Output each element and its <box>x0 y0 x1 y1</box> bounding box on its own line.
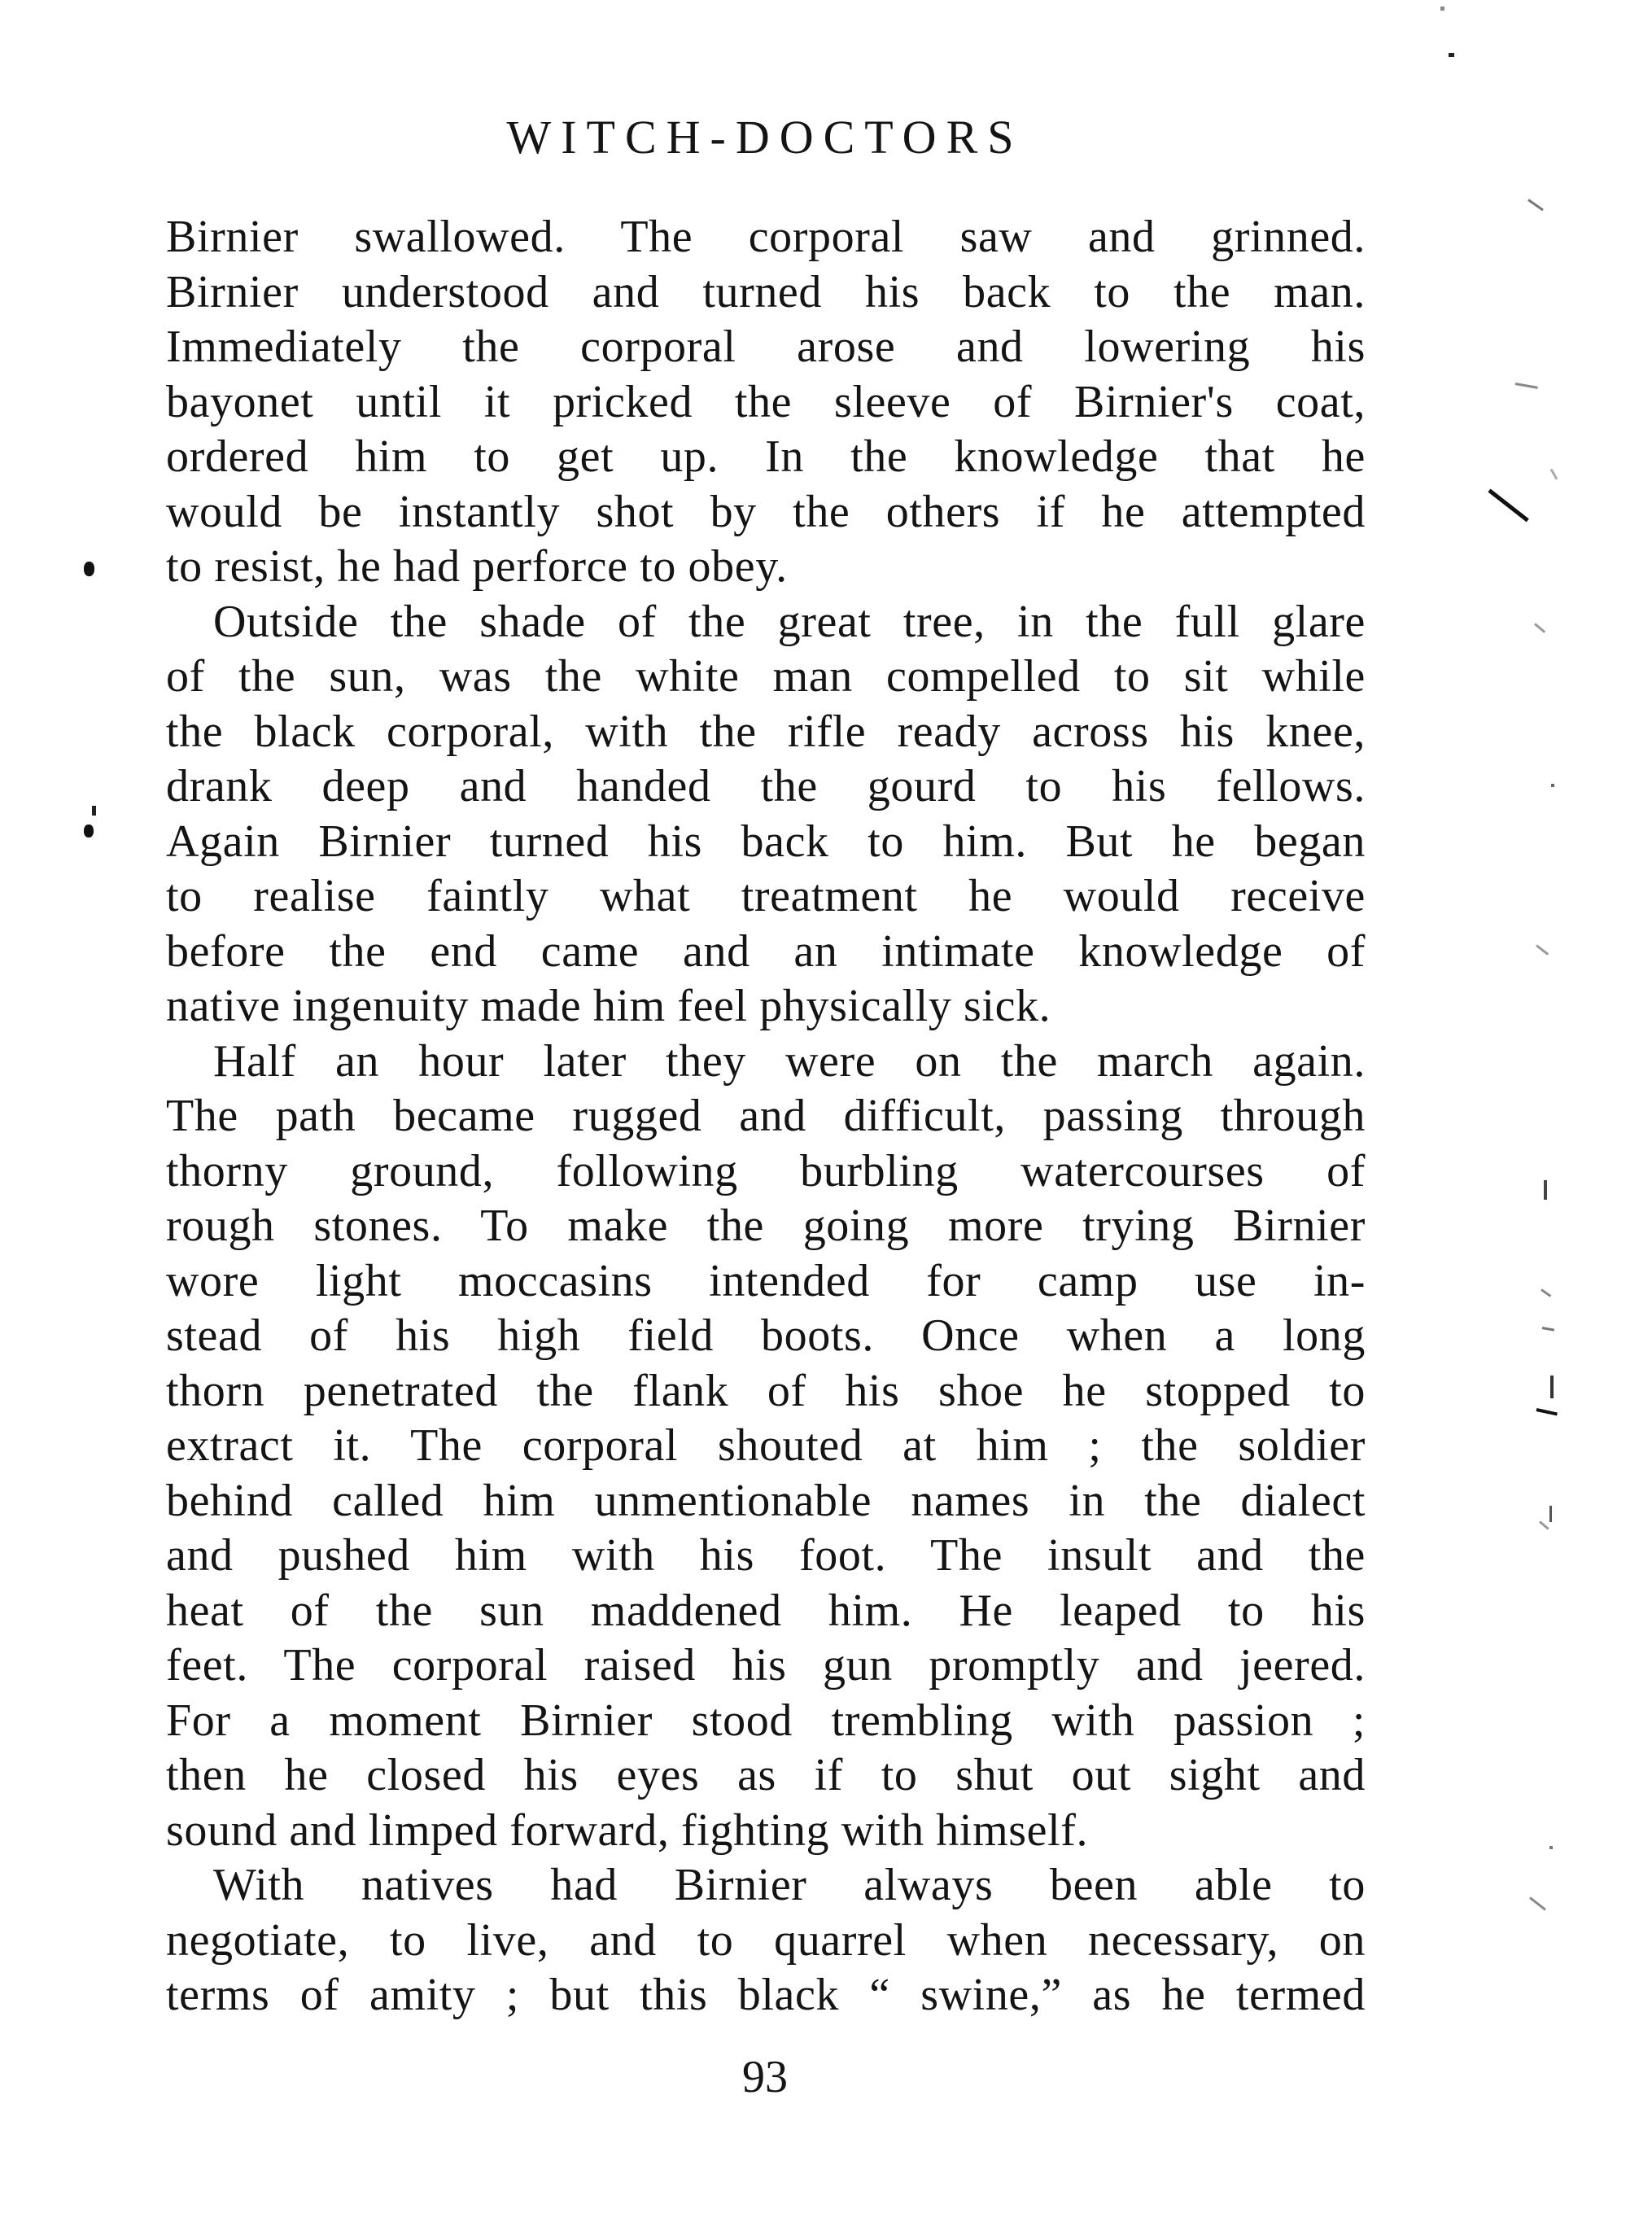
text-line: Again Birnier turned his back to him. But he began <box>166 816 1366 867</box>
running-head: WITCH-DOCTORS <box>506 111 1024 164</box>
body-text <box>166 210 1366 2023</box>
edge-speck-mark <box>1515 383 1538 389</box>
text-line: Birnier swallowed. The corporal saw and grinned. <box>166 212 1366 262</box>
text-line: behind called him unmentionable names in the dialect <box>166 1475 1366 1526</box>
text-line: heat of the sun maddened him. He leaped to his <box>166 1585 1366 1636</box>
edge-speck-mark <box>1539 1520 1549 1529</box>
text-line: the black corporal, with the rifle ready across his knee, <box>166 706 1366 757</box>
text-line: The path became rugged and difficult, passing through <box>166 1091 1366 1141</box>
text-line: Birnier understood and turned his back to the man. <box>166 266 1366 317</box>
edge-speck-mark <box>1550 1376 1554 1398</box>
text-line: of the sun, was the white man compelled to sit while <box>166 651 1366 702</box>
edge-speck-mark <box>1551 784 1554 787</box>
text-line: ordered him to get up. In the knowledge that he <box>166 431 1366 482</box>
edge-speck-mark <box>1534 623 1545 633</box>
margin-bullet-mark <box>84 562 94 576</box>
text-line: would be instantly shot by the others if he attempted <box>166 486 1366 537</box>
text-line: With natives had Birnier always been able to <box>213 1860 1366 1910</box>
edge-speck-mark <box>1536 944 1549 955</box>
edge-speck-mark <box>1550 469 1558 480</box>
text-line: Immediately the corporal arose and lowering his <box>166 321 1366 372</box>
text-line: wore light moccasins intended for camp use in- <box>166 1255 1366 1306</box>
text-line: to resist, he had perforce to obey. <box>166 541 788 592</box>
edge-speck-mark <box>1488 489 1528 523</box>
text-line: rough stones. To make the going more trying Birnier <box>166 1201 1366 1251</box>
edge-speck-mark <box>1542 1327 1554 1332</box>
edge-speck-mark <box>1529 1896 1546 1910</box>
edge-speck-mark <box>1440 7 1444 11</box>
margin-bullet-mark <box>84 825 94 838</box>
text-line: to realise faintly what treatment he would receive <box>166 871 1366 921</box>
edge-speck-mark <box>1544 1180 1547 1200</box>
text-line: bayonet until it pricked the sleeve of Birnier's coat, <box>166 376 1366 427</box>
text-line: extract it. The corporal shouted at him ; the soldier <box>166 1420 1366 1471</box>
text-line: Outside the shade of the great tree, in the full glare <box>213 596 1366 647</box>
edge-speck-mark <box>1549 1506 1552 1522</box>
edge-speck-mark <box>1541 1288 1551 1297</box>
edge-speck-mark <box>1527 199 1544 211</box>
text-line: and pushed him with his foot. The insult and the <box>166 1530 1366 1581</box>
margin-speck-mark <box>92 806 96 816</box>
text-line: then he closed his eyes as if to shut out sight and <box>166 1750 1366 1800</box>
text-line: feet. The corporal raised his gun promptly and jeered. <box>166 1640 1366 1691</box>
text-line: native ingenuity made him feel physically sick. <box>166 981 1051 1031</box>
text-line: drank deep and handed the gourd to his fellows. <box>166 761 1366 811</box>
text-line: before the end came and an intimate knowledge of <box>166 925 1366 977</box>
text-line: For a moment Birnier stood trembling with passion ; <box>166 1695 1366 1746</box>
text-line: thorny ground, following burbling watercourses of <box>166 1145 1366 1196</box>
text-line: negotiate, to live, and to quarrel when necessary, on <box>166 1914 1366 1966</box>
text-line: thorn penetrated the flank of his shoe he stopped to <box>166 1365 1366 1416</box>
text-line: Half an hour later they were on the march again. <box>213 1035 1366 1087</box>
edge-speck-mark <box>1549 1846 1553 1849</box>
text-line: stead of his high field boots. Once when a long <box>166 1310 1366 1361</box>
text-line: sound and limped forward, fighting with himself. <box>166 1804 1089 1856</box>
edge-speck-mark <box>1536 1408 1558 1415</box>
text-line: terms of amity ; but this black “ swine,” as he termed <box>166 1970 1366 2020</box>
page-number: 93 <box>742 2052 788 2102</box>
edge-speck-mark <box>1449 53 1454 57</box>
